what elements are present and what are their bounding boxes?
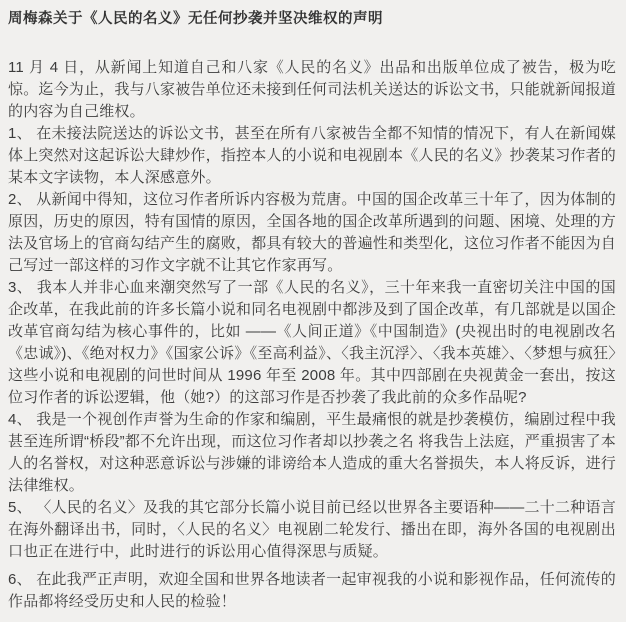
statement-intro-paragraph: 11 月 4 日，从新闻上知道自己和八家《人民的名义》出品和出版单位成了被告，极为吃惊。迄今为止，我与八家被告单位还未接到任何司法机关送达的诉讼文书，只能就新闻报道的内容为自己维权。	[8, 59, 617, 120]
statement-point-5: 5、 〈人民的名义〉及我的其它部分长篇小说目前已经以世界各主要语种——二十二种语言在海外翻译出书，同时，〈人民的名义〉电视剧二轮发行、播出在即，海外各国的电视剧出口也正在进行中，此时进行的诉讼用心值得深思与质疑。	[8, 499, 616, 560]
statement-point-2: 2、 从新闻中得知，这位习作者所诉内容极为荒唐。中国的国企改革三十年了，因为体制的原因，历史的原因，特有国情的原因，全国各地的国企改革所遇到的问题、困境、处理的方法及官场上的官商勾结产生的腐败，都具有较大的普遍性和类型化，这位习作者不能因为自己写过一部这样的习作文字就不让其它作家再写。	[8, 191, 617, 274]
statement-title: 周梅森关于《人民的名义》无任何抄袭并坚决维权的声明	[8, 11, 383, 27]
statement-point-6: 6、 在此我严正声明，欢迎全国和世界各地读者一起审视我的小说和影视作品，任何流传的作品都将经受历史和人民的检验！	[8, 571, 616, 610]
statement-point-1: 1、 在未接法院送达的诉讼文书，甚至在所有八家被告全都不知情的情况下，有人在新闻媒体上突然对这起诉讼大肆炒作，指控本人的小说和电视剧本《人民的名义》抄袭某习作者的某本文字读物，本人深感意外。	[8, 125, 617, 186]
statement-point-3: 3、 我本人并非心血来潮突然写了一部《人民的名义》，三十年来我一直密切关注中国的国企改革，在我此前的许多长篇小说和同名电视剧中都涉及到了国企改革，有几部就是以国企改革官商勾结为核心事件的，比如 ——《人间正道》《中国制造》(央视出时的电视剧改名《忠诚》)、《绝对权力》《国家公诉》《至高利益》、〈我主沉浮〉、〈我本英雄〉、〈梦想与疯狂〉这些小说和电视剧的问世时间从 1996 年至 2008 年。其中四部剧在央视黄金一套出，按这位习作者的诉讼逻辑，他（她?）的这部习作是否抄袭了我此前的众多作品呢?	[8, 279, 617, 406]
statement-point-4: 4、 我是一个视创作声誉为生命的作家和编剧，平生最痛恨的就是抄袭模仿，编剧过程中我甚至连所谓“桥段”都不允许出现，而这位习作者却以抄袭之名 将我告上法庭，严重损害了本人的名誉权，对这种恶意诉讼与涉嫌的诽谤给本人造成的重大名誉损失，本人将反诉，进行法律维权。	[8, 411, 617, 494]
